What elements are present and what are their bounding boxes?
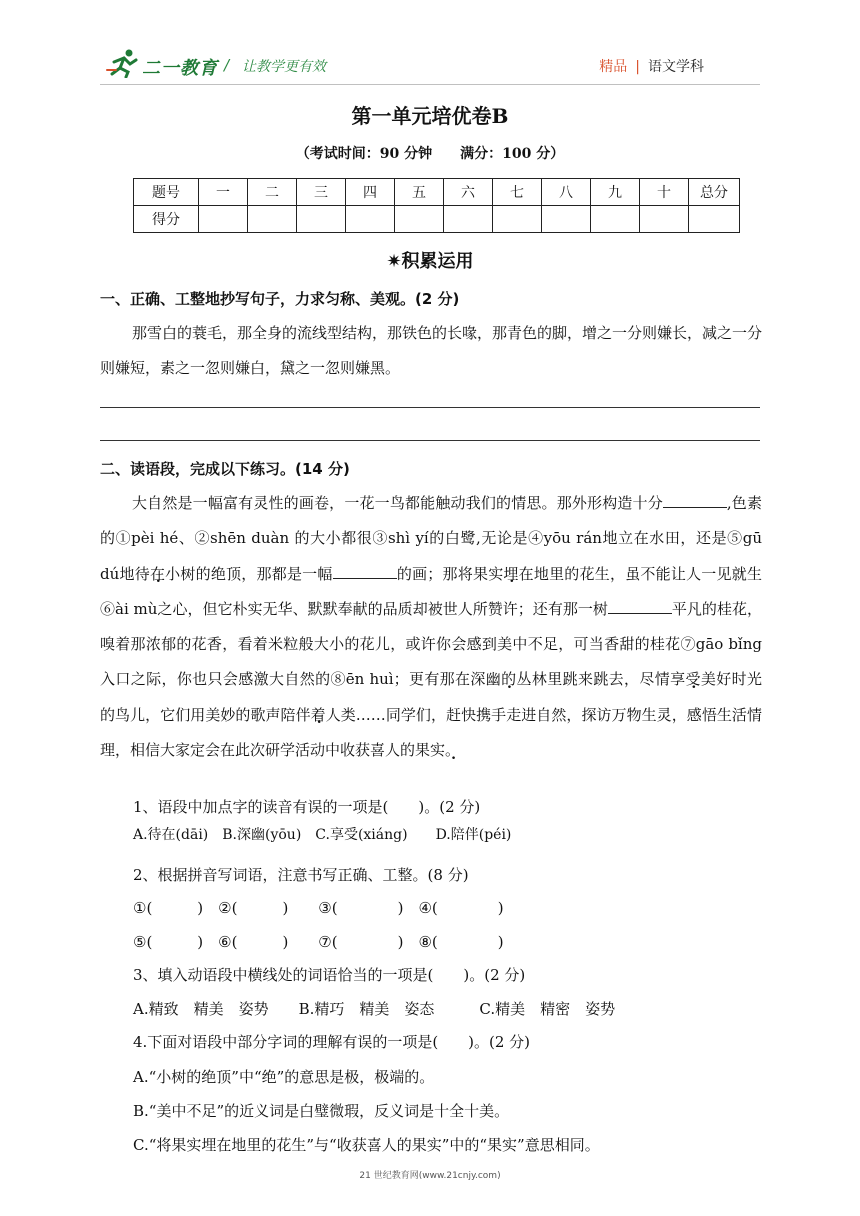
- page-footer: 21 世纪教育网(www.21cnjy.com): [359, 1171, 501, 1181]
- score-cell[interactable]: [444, 206, 493, 233]
- logo-slogan: 让教学更有效: [242, 59, 326, 75]
- score-cell[interactable]: [640, 206, 689, 233]
- dotted-char: 幽: [485, 670, 502, 689]
- score-cell[interactable]: [591, 206, 640, 233]
- score-cell[interactable]: [493, 206, 542, 233]
- sub-question-4-option-a: A.“小树的绝顶”中“绝”的意思是极，极端的。: [133, 1068, 435, 1086]
- q1-writing-line-1[interactable]: [100, 407, 760, 408]
- logo-text: 二一教育: [142, 58, 218, 79]
- passage-text: 在小树的绝顶，那都是一幅: [149, 564, 333, 583]
- score-table-header-row: [134, 179, 740, 206]
- sub-question-2: 2、根据拼音写词语，注意书写正确、工整。(8 分): [133, 866, 469, 884]
- score-col-1: 一: [199, 179, 248, 206]
- q1-heading: 一、正确、工整地抄写句子，力求匀称、美观。(2 分): [100, 290, 460, 308]
- passage-text: 着人类……同学们，赶快携手走进自然，探访万物生灵，感悟生活情理，相信大家定会在此次研学活动中收获喜人的果: [100, 705, 762, 760]
- score-col-5: 五: [395, 179, 444, 206]
- exam-subtitle: （考试时间：90 分钟 满分：100 分）: [295, 146, 565, 162]
- dotted-char: 实: [488, 564, 504, 583]
- score-col-8: 八: [542, 179, 591, 206]
- section-title: ✷积累运用: [386, 251, 474, 272]
- q2-passage: [100, 486, 762, 768]
- score-table-label-number: 题号: [134, 179, 199, 206]
- header-divider: [100, 84, 760, 85]
- sub-question-2-row-1[interactable]: ①( ) ②( ) ③( ) ④( ): [133, 899, 504, 917]
- score-cell[interactable]: [248, 206, 297, 233]
- q2-heading: 二、读语段，完成以下练习。(14 分): [100, 460, 350, 478]
- header-right: [599, 56, 704, 76]
- score-cell[interactable]: [395, 206, 444, 233]
- score-col-7: 七: [493, 179, 542, 206]
- sub-question-4-option-c: C.“将果实埋在地里的花生”与“收获喜人的果实”中的“果实”意思相同。: [133, 1136, 600, 1154]
- passage-text: 受美好时光的鸟儿，它们用美妙的歌声陪: [100, 670, 762, 724]
- score-col-4: 四: [346, 179, 395, 206]
- score-table: [133, 178, 740, 233]
- score-col-2: 二: [248, 179, 297, 206]
- score-cell[interactable]: [199, 206, 248, 233]
- dotted-char: 实: [430, 741, 446, 760]
- score-col-total: 总分: [689, 179, 740, 206]
- passage-text: 的画；那将果: [396, 564, 489, 583]
- logo-slash: /: [224, 56, 230, 74]
- score-table-score-row: [134, 206, 740, 233]
- q1-text: 那雪白的蓑毛，那全身的流线型结构，那铁色的长喙，那青色的脚，增之一分则嫌长，减之一分则嫌短，素之一忽则嫌白，黛之一忽则嫌黑。: [100, 324, 763, 377]
- exam-title: 第一单元培优卷B: [351, 104, 509, 128]
- sub-question-4: 4.下面对语段中部分字词的理解有误的一项是( )。(2 分): [133, 1033, 531, 1051]
- score-col-9: 九: [591, 179, 640, 206]
- passage-text: 大自然是一幅富有灵性的画卷，一花一鸟都能触动我们的情思。那外形构造十分: [132, 494, 663, 512]
- passage-text: 。: [445, 741, 461, 760]
- header-separator: |: [635, 59, 640, 75]
- passage-blank-1[interactable]: [663, 493, 727, 508]
- q1-writing-line-2[interactable]: [100, 440, 760, 441]
- score-col-6: 六: [444, 179, 493, 206]
- sub-question-1-options: A.待在(dāi) B.深幽(yōu) C.享受(xiáng) D.陪伴(péi): [133, 827, 512, 843]
- sub-question-3: 3、填入动语段中横线处的词语恰当的一项是( )。(2 分): [133, 966, 526, 984]
- dotted-char: 待: [134, 564, 150, 583]
- passage-blank-3[interactable]: [608, 599, 672, 614]
- sub-question-4-option-b: B.“美中不足”的近义词是白璧微瑕，反义词是十全十美。: [133, 1102, 510, 1120]
- passage-text: 埋在地里的花生，虽不能让人一见就生⑥ài mù之心，但它朴实无华、默默奉献的品质却被世人所赞许；还有那一树: [100, 564, 762, 618]
- dotted-char: 享: [670, 670, 686, 689]
- passage-blank-2[interactable]: [333, 564, 397, 579]
- sub-question-2-row-2[interactable]: ⑤( ) ⑥( ) ⑦( ) ⑧( ): [133, 933, 504, 951]
- score-col-10: 十: [640, 179, 689, 206]
- dotted-char: 伴: [295, 705, 311, 724]
- score-table-label-score: 得分: [134, 206, 199, 233]
- logo-runner-icon: [106, 48, 140, 78]
- score-cell[interactable]: [542, 206, 591, 233]
- score-cell[interactable]: [689, 206, 740, 233]
- sub-question-3-options: A.精致 精美 姿势 B.精巧 精美 姿态 C.精美 精密 姿势: [133, 1000, 616, 1018]
- passage-text: 平凡的桂花，嗅着那浓郁的花香，看着米粒般大小的花儿，或许你会感到美中不足，可当香甜的桂花⑦gāo bǐng 入口之际，你也只会感激大自然的⑧ēn huì；更有那在深: [100, 599, 762, 689]
- quality-label: 精品: [599, 59, 628, 75]
- score-col-3: 三: [297, 179, 346, 206]
- score-cell[interactable]: [346, 206, 395, 233]
- passage-text: ,色素的①pèi hé、②shēn duàn 的大小都很③shì yí的白鹭,无论是④yōu rán地立在水田，还是⑤gū dú地: [100, 494, 762, 583]
- passage-text: 的丛林里跳来跳去，尽情: [501, 670, 671, 689]
- score-cell[interactable]: [297, 206, 346, 233]
- sub-question-1: 1、语段中加点字的读音有误的一项是( )。(2 分): [133, 798, 481, 816]
- subject-label: 语文学科: [648, 59, 704, 75]
